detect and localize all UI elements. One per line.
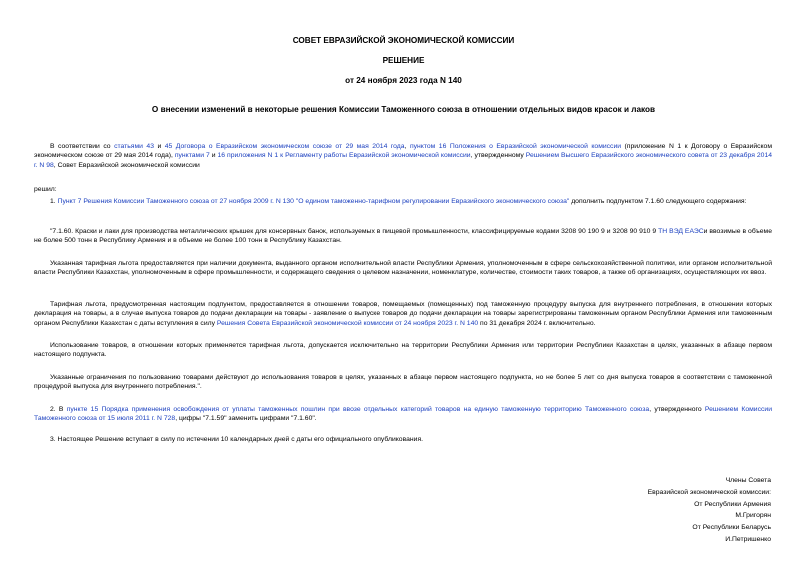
link-articles-43[interactable]: статьями 43 [114,143,154,150]
tariff-scope-paragraph [34,300,772,328]
text-run: , утвержденного [649,406,705,413]
link-supreme-council-decision[interactable]: Решением Высшего Евразийского экономического совета от 23 декабря 2014 г. N 98 [34,152,773,169]
usage-territory-paragraph: Использование товаров, в отношении которых применяется тарифная льгота, допускается исключительно на территории Республики Армения или территории Республики Казахстан в целях, указанных в абзаце первом настоящего подпункта. [34,342,772,359]
link-treaty-eaeu[interactable]: 45 Договора о Евразийском экономическом союзе от 29 мая 2014 года [164,143,405,150]
text-run: В соответствии со [50,143,115,150]
document-title: О внесении изменений в некоторые решения Комиссии Таможенного союза в отношении отдельных видов красок и лаков [151,105,656,114]
document-type: РЕШЕНИЕ [382,56,425,65]
preamble-paragraph [34,142,772,170]
text-run: дополнить подпунктом 7.1.60 следующего содержания: [569,198,747,205]
link-annex-16[interactable]: 16 приложения N 1 к Регламенту работы Евразийской экономической комиссии [217,152,471,160]
decided-label: решил: [34,186,57,193]
link-tn-ved[interactable]: ТН ВЭД ЕАЭС [658,228,704,235]
text-run: и ввозимые в объеме не более 500 тонн в Республику Армения и в объеме не более 100 тонн в Республику Казахстан. [34,228,772,245]
text-run: по 31 декабря 2024 г. включительно. [478,319,596,327]
signature-line: М.Григорян [735,512,771,520]
signature-block [648,475,771,546]
text-run: , цифры "7.1.59" заменить цифрами "7.1.60". [175,415,317,423]
text-run: , Совет Евразийской экономической комиссии [53,161,200,169]
link-items-7[interactable]: пунктами 7 [174,152,210,160]
text-run: и [154,143,165,150]
quote-paragraph [34,227,772,246]
link-commission-regulation[interactable]: пунктом 16 Положения о Евразийской экономической комиссии [409,143,622,150]
signature-line: Евразийской экономической комиссии: [647,488,771,496]
signature-line: Члены Совета [725,477,771,484]
tariff-document-paragraph: Указанная тарифная льгота предоставляется при наличии документа, выданного органом исполнительной власти Республики Армения, уполномоченным в сфере сельскохозяйственной политики, или органом исполнительной власти Республики Казахстан, уполномоченным в сфере промышленности, и содержащего сведения о целевом назначении, номенклатуре, количестве, стоимости таких товаров, а также об организациях, осуществляющих их ввоз. [34,260,772,277]
signature-line: И.Петришенко [725,535,771,543]
item-3-paragraph: 3. Настоящее Решение вступает в силу по истечении 10 календарных дней с даты его официального опубликования. [50,436,424,443]
item-number: 2. В [50,406,67,413]
text-run: , [404,143,410,150]
signature-line: От Республики Армения [694,500,771,508]
text-run: и [209,152,218,160]
text-run: Тарифная льгота, предусмотренная настоящим подпунктом, предоставляется в отношении товаров, помещаемых (помещенных) под таможенную процедуру выпуска для внутреннего потребления, в отношении которых декларация на товары, а в случае выпуска товаров до подачи декларации на товары - заявление о выпуске товаров до подачи декларации на товары зарегистрированы таможенным органом Республики Армения или таможенным органом Республики Казахстан с даты вступления в силу [34,301,772,327]
item-number: 1. [50,198,58,205]
usage-restriction-paragraph: Указанные ограничения по пользованию товарами действуют до использования товаров в целях, указанных в абзаце первом настоящего подпункта, но не более 5 лет со дня выпуска товаров в соответствии с таможенной процедурой выпуска для внутреннего потребления.". [34,374,772,391]
signature-line: От Республики Беларусь [692,524,771,532]
text-run: (приложение N 1 к Договору о Евразийском экономическом союзе от 29 мая 2014 года), [34,143,773,160]
text-run: , утвержденному [470,152,526,160]
item-1-paragraph [34,197,772,206]
link-decision-728[interactable]: Решением Комиссии Таможенного союза от 15 июля 2011 г. N 728 [34,406,772,423]
text-run: "7.1.60. Краски и лаки для производства металлических крышек для консервных банок, используемых в пищевой промышленности, классифицируемые кодами 3208 90 190 9 и 3208 90 910 9 [50,228,659,235]
document-date-number: от 24 ноября 2023 года N 140 [345,76,462,85]
link-procedure-item-15[interactable]: пункте 15 Порядка применения освобождения от уплаты таможенных пошлин при ввозе отдельных категорий товаров на единую таможенную территорию Таможенного союза [66,406,650,413]
link-decision-130[interactable]: Пункт 7 Решения Комиссии Таможенного союза от 27 ноября 2009 г. N 130 "О едином таможенно-тарифном регулировании Евразийского экономического союза" [57,198,570,205]
issuer-heading: СОВЕТ ЕВРАЗИЙСКОЙ ЭКОНОМИЧЕСКОЙ КОМИССИИ [292,36,515,45]
link-decision-140[interactable]: Решения Совета Евразийской экономической комиссии от 24 ноября 2023 г. N 140 [216,319,479,327]
item-2-paragraph [34,405,772,424]
